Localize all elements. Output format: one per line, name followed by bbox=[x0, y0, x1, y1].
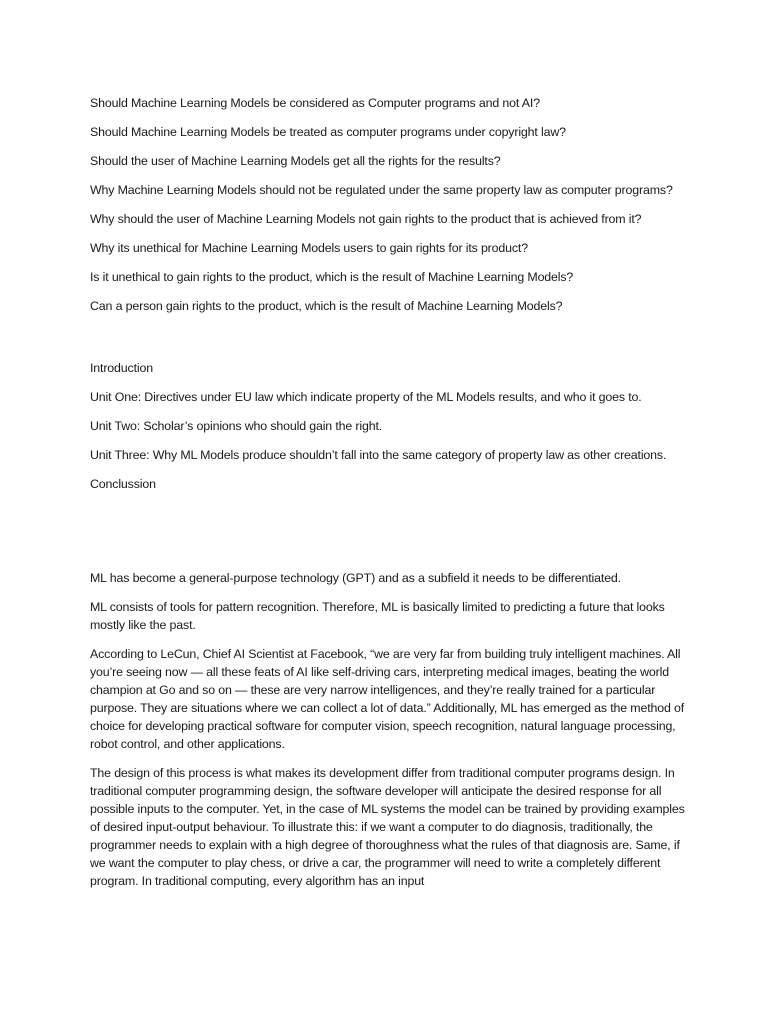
outline-unit-three: Unit Three: Why ML Models produce shouldn’t fall into the same category of property law as other creations. bbox=[90, 448, 667, 462]
research-questions bbox=[90, 94, 690, 315]
outline-unit-one: Unit One: Directives under EU law which indicate property of the ML Models results, and who it goes to. bbox=[90, 390, 642, 404]
body-paragraph-1: ML has become a general-purpose technology (GPT) and as a subfield it needs to be differentiated. bbox=[90, 571, 621, 585]
question-5: Why should the user of Machine Learning Models not gain rights to the product that is achieved from it? bbox=[90, 212, 642, 226]
question-7: Is it unethical to gain rights to the product, which is the result of Machine Learning Models? bbox=[90, 270, 574, 284]
question-4: Why Machine Learning Models should not be regulated under the same property law as computer programs? bbox=[90, 183, 673, 197]
body-paragraph-2: ML consists of tools for pattern recognition. Therefore, ML is basically limited to predicting a future that looks mostly like the past. bbox=[90, 600, 665, 632]
body-text bbox=[90, 569, 690, 890]
body-paragraph-3: According to LeCun, Chief AI Scientist at Facebook, “we are very far from building truly intelligent machines. All you’re seeing now — all these feats of AI like self-driving cars, interpreting medical images, beating the world champion at Go and so on — these are very narrow intelligences, and they’re really trained for a particular purpose. They are situations where we can collect a lot of data.” Additionally, ML has emerged as the method of choice for developing practical software for computer vision, speech recognition, natural language processing, robot control, and other applications. bbox=[90, 647, 685, 751]
outline-conclusion: Conclussion bbox=[90, 477, 156, 491]
question-2: Should Machine Learning Models be treated as computer programs under copyright law? bbox=[90, 125, 566, 139]
outline-introduction: Introduction bbox=[90, 361, 153, 375]
outline-unit-two: Unit Two: Scholar’s opinions who should gain the right. bbox=[90, 419, 383, 433]
question-3: Should the user of Machine Learning Models get all the rights for the results? bbox=[90, 154, 501, 168]
document-page bbox=[90, 94, 690, 901]
paper-outline bbox=[90, 359, 690, 493]
question-8: Can a person gain rights to the product, which is the result of Machine Learning Models? bbox=[90, 299, 563, 313]
question-6: Why its unethical for Machine Learning Models users to gain rights for its product? bbox=[90, 241, 528, 255]
question-1: Should Machine Learning Models be considered as Computer programs and not AI? bbox=[90, 96, 540, 110]
body-paragraph-4: The design of this process is what makes its development differ from traditional computer programs design. In traditional computer programming design, the software developer will anticipate the desired response for all possible inputs to the computer. Yet, in the case of ML systems the model can be trained by providing examples of desired input-output behaviour. To illustrate this: if we want a computer to do diagnosis, traditionally, the programmer needs to explain with a high degree of thoroughness what the rules of that diagnosis are. Same, if we want the computer to play chess, or drive a car, the programmer will need to write a completely different program. In traditional computing, every algorithm has an input bbox=[90, 766, 685, 888]
